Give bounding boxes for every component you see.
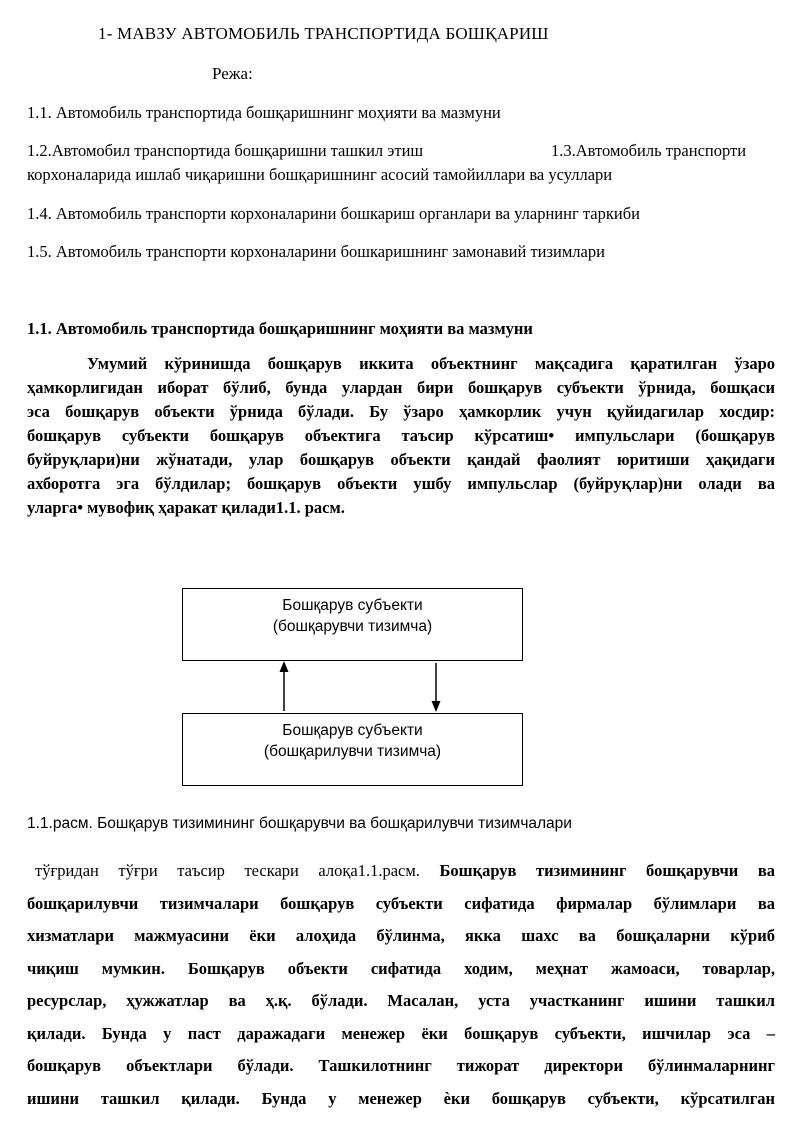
paragraph-line: қилади. Бунда у паст даражадаги менежер ёки бошқарув субъекти, ишчилар эса – — [27, 1023, 775, 1043]
arrowhead-down-icon — [432, 701, 441, 712]
box-sublabel: (бошқарувчи тизимча) — [272, 618, 433, 635]
paragraph-line: ресурслар, ҳужжатлар ва ҳ.қ. бўлади. Масалан, уста участканинг ишини ташкил — [27, 991, 775, 1010]
topic-title: 1- МАВЗУ АВТОМОБИЛЬ ТРАНСПОРТИДА БОШҚАРИШ — [98, 24, 549, 43]
intro-paragraph — [27, 352, 775, 520]
managed-subsystem-box — [182, 713, 523, 786]
paragraph-line: бошқарув субъекти бошқарув объектига таъсир кўрсатиш• импульслари (бошқарув — [27, 426, 775, 445]
plan-item-2: 1.2.Автомобил транспортида бошқаришни ташкил этиш — [27, 141, 424, 160]
paragraph-line: эса бошқарув объекти ўрнида бўлади. Бу ўзаро ҳамкорлик учун қуйидагилар хосдир: — [27, 402, 775, 421]
plan-item-4: 1.4. Автомобиль транспорти корхоналарини бошкариш органлари ва уларнинг таркиби — [27, 204, 640, 223]
paragraph-line: бошқарув объектлари бўлади. Ташкилотнинг тижорат директори бўлинмаларнинг — [27, 1056, 775, 1075]
body-paragraph — [27, 855, 775, 1115]
emphasis-text: Бошқарув тизимининг бошқарувчи ва — [439, 861, 776, 880]
feedback-text: тўғридан тўғри таъсир тескари алоқа1.1.расм. — [35, 861, 420, 880]
arrowhead-up-icon — [280, 661, 289, 672]
paragraph-line: Умумий кўринишда бошқарув иккита объектнинг мақсадига қаратилган ўзаро — [87, 354, 775, 373]
paragraph-line: ҳамкорлигидан иборат бўлиб, бунда улардан бири бошқарув субъекти ўрнида, бошқаси — [27, 378, 775, 397]
figure-caption: 1.1.расм. Бошқарув тизимининг бошқарувчи ва бошқарилувчи тизимчалари — [27, 815, 572, 832]
box-label: Бошқарув субъекти — [282, 597, 423, 614]
paragraph-line: бошқарилувчи тизимчалари бошқарув субъекти сифатида фирмалар бўлимлари ва — [27, 893, 775, 913]
section-heading: 1.1. Автомобиль транспортида бошқаришнинг моҳияти ва мазмуни — [27, 319, 533, 338]
plan-item-3-start: 1.3.Автомобиль транспорти — [551, 141, 747, 160]
paragraph-line: ахборотга эга бўлдилар; бошқарув объекти ушбу импульслар (буйруқлар)ни олади ва — [27, 474, 775, 493]
managing-subsystem-box — [182, 588, 523, 661]
plan-heading: Режа: — [212, 64, 253, 83]
paragraph-line: буйруқлари)ни жўнатади, улар бошқарув объекти қандай фаолият юритиши ҳақидаги — [27, 450, 775, 469]
plan-item-1: 1.1. Автомобиль транспортида бошқаришнинг моҳияти ва мазмуни — [27, 103, 501, 122]
paragraph-line: ишини ташкил қилади. Бунда у менежер ѐки бошқарув субъекти, кўрсатилган — [27, 1088, 775, 1108]
box-sublabel: (бошқарилувчи тизимча) — [263, 743, 442, 760]
plan-item-3-end: корхоналарида ишлаб чиқаришни бошқаришнинг асосий тамойиллари ва усуллари — [27, 165, 613, 184]
paragraph-line: уларга• мувофиқ ҳаракат қилади1.1. расм. — [27, 498, 345, 517]
paragraph-line: хизматлари мажмуасини ёки алоҳида бўлинма, якка шахс ва бошқаларни кўриб — [27, 926, 775, 945]
paragraph-line — [27, 855, 775, 888]
box-label: Бошқарув субъекти — [282, 722, 423, 739]
paragraph-line: чиқиш мумкин. Бошқарув объекти сифатида ходим, меҳнат жамоаси, товарлар, — [27, 958, 775, 978]
plan-item-5: 1.5. Автомобиль транспорти корхоналарини бошкаришнинг замонавий тизимлари — [27, 242, 605, 261]
